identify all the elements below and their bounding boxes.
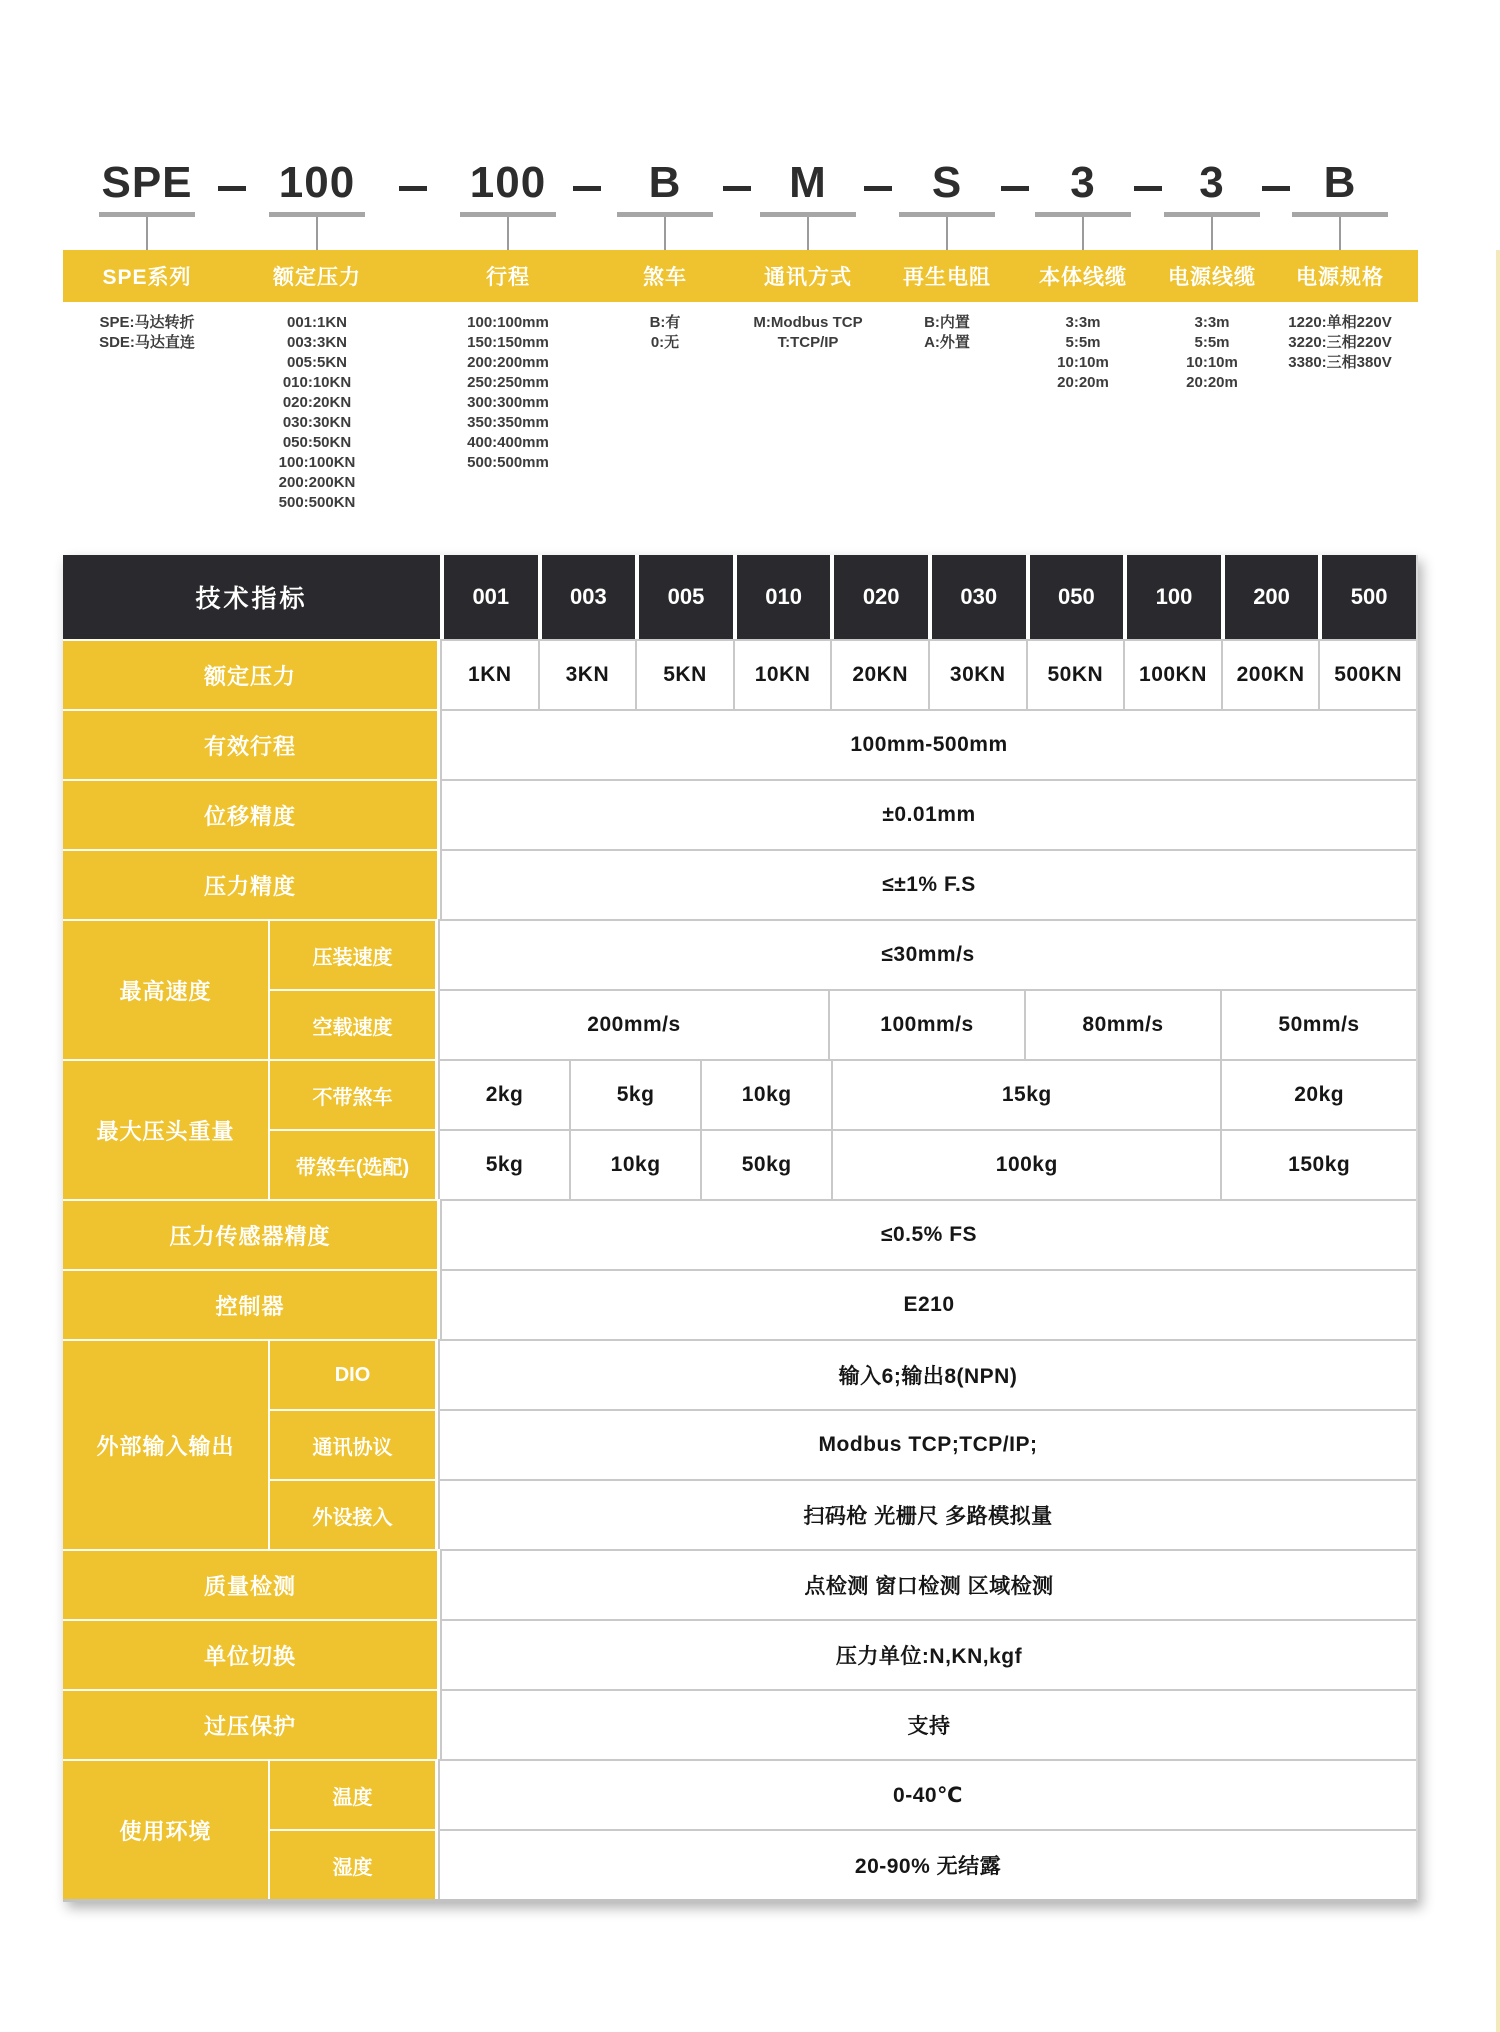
spec-cell: 200KN bbox=[1221, 641, 1319, 709]
table-row bbox=[63, 1689, 1416, 1759]
spec-table-column-header: 001 bbox=[440, 555, 538, 639]
row-label: 有效行程 bbox=[63, 709, 440, 779]
option-line: 3380:三相380V bbox=[1288, 354, 1392, 371]
group-row-label: 使用环境 bbox=[63, 1759, 270, 1899]
table-row bbox=[63, 709, 1416, 779]
spec-cell: Modbus TCP;TCP/IP; bbox=[438, 1411, 1416, 1479]
row-data-area bbox=[440, 849, 1416, 919]
row-data-area bbox=[440, 639, 1416, 709]
row-data-area bbox=[440, 1689, 1416, 1759]
model-code-segment: B bbox=[648, 158, 682, 207]
row-data-area bbox=[438, 1059, 1416, 1129]
option-line: 100:100KN bbox=[278, 454, 356, 471]
code-separator-dash bbox=[864, 186, 892, 191]
segment-option-list bbox=[924, 313, 970, 353]
option-line: 10:10m bbox=[1186, 354, 1238, 371]
table-subrow bbox=[270, 1829, 1416, 1899]
row-data-area bbox=[438, 1759, 1416, 1829]
row-label: 压力精度 bbox=[63, 849, 440, 919]
segment-option-list bbox=[1288, 313, 1391, 373]
subrow-wrap bbox=[270, 1339, 1416, 1549]
option-line: 10:10m bbox=[1057, 354, 1109, 371]
spec-cell: 30KN bbox=[928, 641, 1026, 709]
row-data-area bbox=[440, 779, 1416, 849]
spec-cell: 50mm/s bbox=[1220, 991, 1416, 1059]
spec-cell: 100mm-500mm bbox=[440, 711, 1416, 779]
row-label: 过压保护 bbox=[63, 1689, 440, 1759]
spec-cell: 10kg bbox=[569, 1131, 700, 1199]
model-code-segment: M bbox=[789, 158, 827, 207]
code-separator-dash bbox=[1262, 186, 1290, 191]
spec-table bbox=[63, 555, 1418, 1902]
row-data-area bbox=[438, 919, 1416, 989]
spec-cell: 200mm/s bbox=[438, 991, 828, 1059]
spec-cell: ≤±1% F.S bbox=[440, 851, 1416, 919]
segment-band-label: 煞车 bbox=[643, 266, 687, 289]
segment-band-label: 行程 bbox=[486, 266, 530, 289]
table-subrow bbox=[270, 1759, 1416, 1829]
row-data-area bbox=[440, 709, 1416, 779]
option-line: 020:20KN bbox=[282, 394, 352, 411]
table-row bbox=[63, 919, 1416, 1059]
model-code-segment: 100 bbox=[469, 158, 547, 207]
group-row-label: 最高速度 bbox=[63, 919, 270, 1059]
spec-cell: 15kg bbox=[831, 1061, 1220, 1129]
model-code-segment: B bbox=[1323, 158, 1357, 207]
subrow-wrap bbox=[270, 919, 1416, 1059]
table-row bbox=[63, 1549, 1416, 1619]
spec-table-column-header: 100 bbox=[1123, 555, 1221, 639]
row-label: 压力传感器精度 bbox=[63, 1199, 440, 1269]
segment-band-label: 电源线缆 bbox=[1168, 266, 1256, 289]
subrow-label: DIO bbox=[270, 1339, 438, 1409]
code-connector-line bbox=[1211, 217, 1213, 250]
spec-cell: 20kg bbox=[1220, 1061, 1416, 1129]
spec-table-column-header: 010 bbox=[733, 555, 831, 639]
subrow-label: 空载速度 bbox=[270, 989, 438, 1059]
option-line: T:TCP/IP bbox=[777, 334, 839, 351]
segment-band-label: 本体线缆 bbox=[1039, 266, 1127, 289]
option-line: 3:3m bbox=[1065, 314, 1101, 331]
model-code-segment: SPE bbox=[101, 158, 193, 207]
spec-cell: 10KN bbox=[733, 641, 831, 709]
option-line: 500:500KN bbox=[278, 494, 356, 511]
spec-table-column-header: 500 bbox=[1318, 555, 1416, 639]
spec-table-body bbox=[63, 639, 1416, 1899]
table-subrow bbox=[270, 1129, 1416, 1199]
group-row-label: 外部输入输出 bbox=[63, 1339, 270, 1549]
option-line: SPE:马达转折 bbox=[99, 314, 195, 331]
spec-table-column-header: 003 bbox=[538, 555, 636, 639]
option-line: 003:3KN bbox=[286, 334, 348, 351]
code-connector-line bbox=[946, 217, 948, 250]
spec-table-column-header: 030 bbox=[928, 555, 1026, 639]
subrow-label: 外设接入 bbox=[270, 1479, 438, 1549]
option-line: 300:300mm bbox=[467, 394, 549, 411]
row-data-area bbox=[438, 1339, 1416, 1409]
option-line: 200:200KN bbox=[278, 474, 356, 491]
segment-band-label: 额定压力 bbox=[273, 266, 361, 289]
segment-option-list bbox=[279, 313, 356, 513]
row-data-area bbox=[440, 1199, 1416, 1269]
spec-cell: ≤0.5% FS bbox=[440, 1201, 1416, 1269]
spec-table-column-header: 020 bbox=[830, 555, 928, 639]
code-connector-line bbox=[807, 217, 809, 250]
table-row bbox=[63, 639, 1416, 709]
table-subrow bbox=[270, 989, 1416, 1059]
option-line: 3220:三相220V bbox=[1288, 334, 1392, 351]
code-separator-dash bbox=[399, 186, 427, 191]
segment-option-list bbox=[99, 313, 195, 353]
model-code-segment: 3 bbox=[1199, 158, 1225, 207]
option-line: 250:250mm bbox=[467, 374, 549, 391]
option-line: 0:无 bbox=[650, 334, 680, 351]
code-separator-dash bbox=[1001, 186, 1029, 191]
table-subrow bbox=[270, 1059, 1416, 1129]
table-subrow bbox=[270, 919, 1416, 989]
option-line: 5:5m bbox=[1065, 334, 1101, 351]
spec-cell: 50kg bbox=[700, 1131, 831, 1199]
table-row bbox=[63, 1059, 1416, 1199]
option-line: B:有 bbox=[649, 314, 681, 331]
spec-cell: E210 bbox=[440, 1271, 1416, 1339]
spec-cell: 点检测 窗口检测 区域检测 bbox=[440, 1551, 1416, 1619]
spec-table-column-header: 005 bbox=[635, 555, 733, 639]
code-separator-dash bbox=[723, 186, 751, 191]
spec-cell: 输入6;输出8(NPN) bbox=[438, 1341, 1416, 1409]
subrow-wrap bbox=[270, 1059, 1416, 1199]
spec-cell: 压力单位:N,KN,kgf bbox=[440, 1621, 1416, 1689]
spec-table-column-header: 200 bbox=[1221, 555, 1319, 639]
spec-cell: 100kg bbox=[831, 1131, 1220, 1199]
option-line: 20:20m bbox=[1186, 374, 1238, 391]
segment-option-list bbox=[650, 313, 681, 353]
spec-cell: 0-40℃ bbox=[438, 1761, 1416, 1829]
spec-cell: ≤30mm/s bbox=[438, 921, 1416, 989]
code-connector-line bbox=[1082, 217, 1084, 250]
row-data-area bbox=[440, 1619, 1416, 1689]
segment-band-label: 通讯方式 bbox=[764, 266, 852, 289]
segment-band-label: 电源规格 bbox=[1296, 266, 1384, 289]
table-row bbox=[63, 1619, 1416, 1689]
option-line: 3:3m bbox=[1194, 314, 1230, 331]
code-connector-line bbox=[316, 217, 318, 250]
option-line: 20:20m bbox=[1057, 374, 1109, 391]
row-label: 控制器 bbox=[63, 1269, 440, 1339]
table-subrow bbox=[270, 1339, 1416, 1409]
segment-band-label: 再生电阻 bbox=[903, 266, 991, 289]
table-row bbox=[63, 1199, 1416, 1269]
row-data-area bbox=[438, 1409, 1416, 1479]
code-connector-line bbox=[664, 217, 666, 250]
subrow-label: 压装速度 bbox=[270, 919, 438, 989]
option-line: M:Modbus TCP bbox=[753, 314, 863, 331]
row-data-area bbox=[438, 1479, 1416, 1549]
code-separator-dash bbox=[573, 186, 601, 191]
spec-cell: 20-90% 无结露 bbox=[438, 1831, 1416, 1899]
subrow-label: 带煞车(选配) bbox=[270, 1129, 438, 1199]
spec-cell: 80mm/s bbox=[1024, 991, 1220, 1059]
code-connector-line bbox=[1339, 217, 1341, 250]
segment-option-list bbox=[753, 313, 862, 353]
option-line: 030:30KN bbox=[282, 414, 352, 431]
option-line: A:外置 bbox=[924, 334, 970, 351]
spec-cell: ±0.01mm bbox=[440, 781, 1416, 849]
code-separator-dash bbox=[1134, 186, 1162, 191]
subrow-label: 湿度 bbox=[270, 1829, 438, 1899]
table-row bbox=[63, 779, 1416, 849]
row-label: 额定压力 bbox=[63, 639, 440, 709]
table-row bbox=[63, 1339, 1416, 1549]
spec-cell: 500KN bbox=[1318, 641, 1416, 709]
row-label: 单位切换 bbox=[63, 1619, 440, 1689]
segment-option-list bbox=[1186, 313, 1238, 393]
row-data-area bbox=[438, 989, 1416, 1059]
table-row bbox=[63, 1759, 1416, 1899]
segment-option-list bbox=[467, 313, 549, 473]
option-line: 200:200mm bbox=[467, 354, 549, 371]
code-connector-line bbox=[146, 217, 148, 250]
option-line: 100:100mm bbox=[467, 314, 549, 331]
page-edge-stripe bbox=[1496, 250, 1500, 2032]
row-data-area bbox=[438, 1129, 1416, 1199]
option-line: B:内置 bbox=[924, 314, 970, 331]
option-line: 150:150mm bbox=[467, 334, 549, 351]
segment-option-list bbox=[1057, 313, 1109, 393]
table-subrow bbox=[270, 1479, 1416, 1549]
model-code-segment: 100 bbox=[278, 158, 356, 207]
option-line: 5:5m bbox=[1194, 334, 1230, 351]
model-code-segment: S bbox=[931, 158, 963, 207]
row-label: 位移精度 bbox=[63, 779, 440, 849]
segment-band-label: SPE系列 bbox=[102, 266, 192, 289]
spec-table-header-row bbox=[63, 555, 1416, 639]
spec-cell: 100mm/s bbox=[828, 991, 1024, 1059]
table-subrow bbox=[270, 1409, 1416, 1479]
spec-cell: 2kg bbox=[438, 1061, 569, 1129]
row-label: 质量检测 bbox=[63, 1549, 440, 1619]
table-row bbox=[63, 849, 1416, 919]
spec-cell: 20KN bbox=[830, 641, 928, 709]
spec-cell: 1KN bbox=[440, 641, 538, 709]
spec-cell: 5kg bbox=[438, 1131, 569, 1199]
option-line: 010:10KN bbox=[282, 374, 352, 391]
subrow-label: 不带煞车 bbox=[270, 1059, 438, 1129]
spec-cell: 50KN bbox=[1026, 641, 1124, 709]
model-code-segment: 3 bbox=[1070, 158, 1096, 207]
option-line: 005:5KN bbox=[286, 354, 348, 371]
option-line: 1220:单相220V bbox=[1288, 314, 1392, 331]
option-line: 001:1KN bbox=[286, 314, 348, 331]
group-row-label: 最大压头重量 bbox=[63, 1059, 270, 1199]
spec-cell: 扫码枪 光栅尺 多路模拟量 bbox=[438, 1481, 1416, 1549]
spec-table-column-header: 050 bbox=[1026, 555, 1124, 639]
option-line: SDE:马达直连 bbox=[99, 334, 195, 351]
row-data-area bbox=[438, 1829, 1416, 1899]
spec-cell: 5KN bbox=[635, 641, 733, 709]
spec-cell: 150kg bbox=[1220, 1131, 1416, 1199]
spec-cell: 100KN bbox=[1123, 641, 1221, 709]
spec-cell: 支持 bbox=[440, 1691, 1416, 1759]
row-data-area bbox=[440, 1549, 1416, 1619]
spec-cell: 5kg bbox=[569, 1061, 700, 1129]
table-row bbox=[63, 1269, 1416, 1339]
spec-cell: 10kg bbox=[700, 1061, 831, 1129]
option-line: 050:50KN bbox=[282, 434, 352, 451]
code-separator-dash bbox=[218, 186, 246, 191]
subrow-label: 通讯协议 bbox=[270, 1409, 438, 1479]
row-data-area bbox=[440, 1269, 1416, 1339]
option-line: 350:350mm bbox=[467, 414, 549, 431]
spec-table-title: 技术指标 bbox=[63, 555, 440, 639]
code-connector-line bbox=[507, 217, 509, 250]
option-line: 400:400mm bbox=[467, 434, 549, 451]
spec-cell: 3KN bbox=[538, 641, 636, 709]
option-line: 500:500mm bbox=[467, 454, 549, 471]
subrow-wrap bbox=[270, 1759, 1416, 1899]
subrow-label: 温度 bbox=[270, 1759, 438, 1829]
